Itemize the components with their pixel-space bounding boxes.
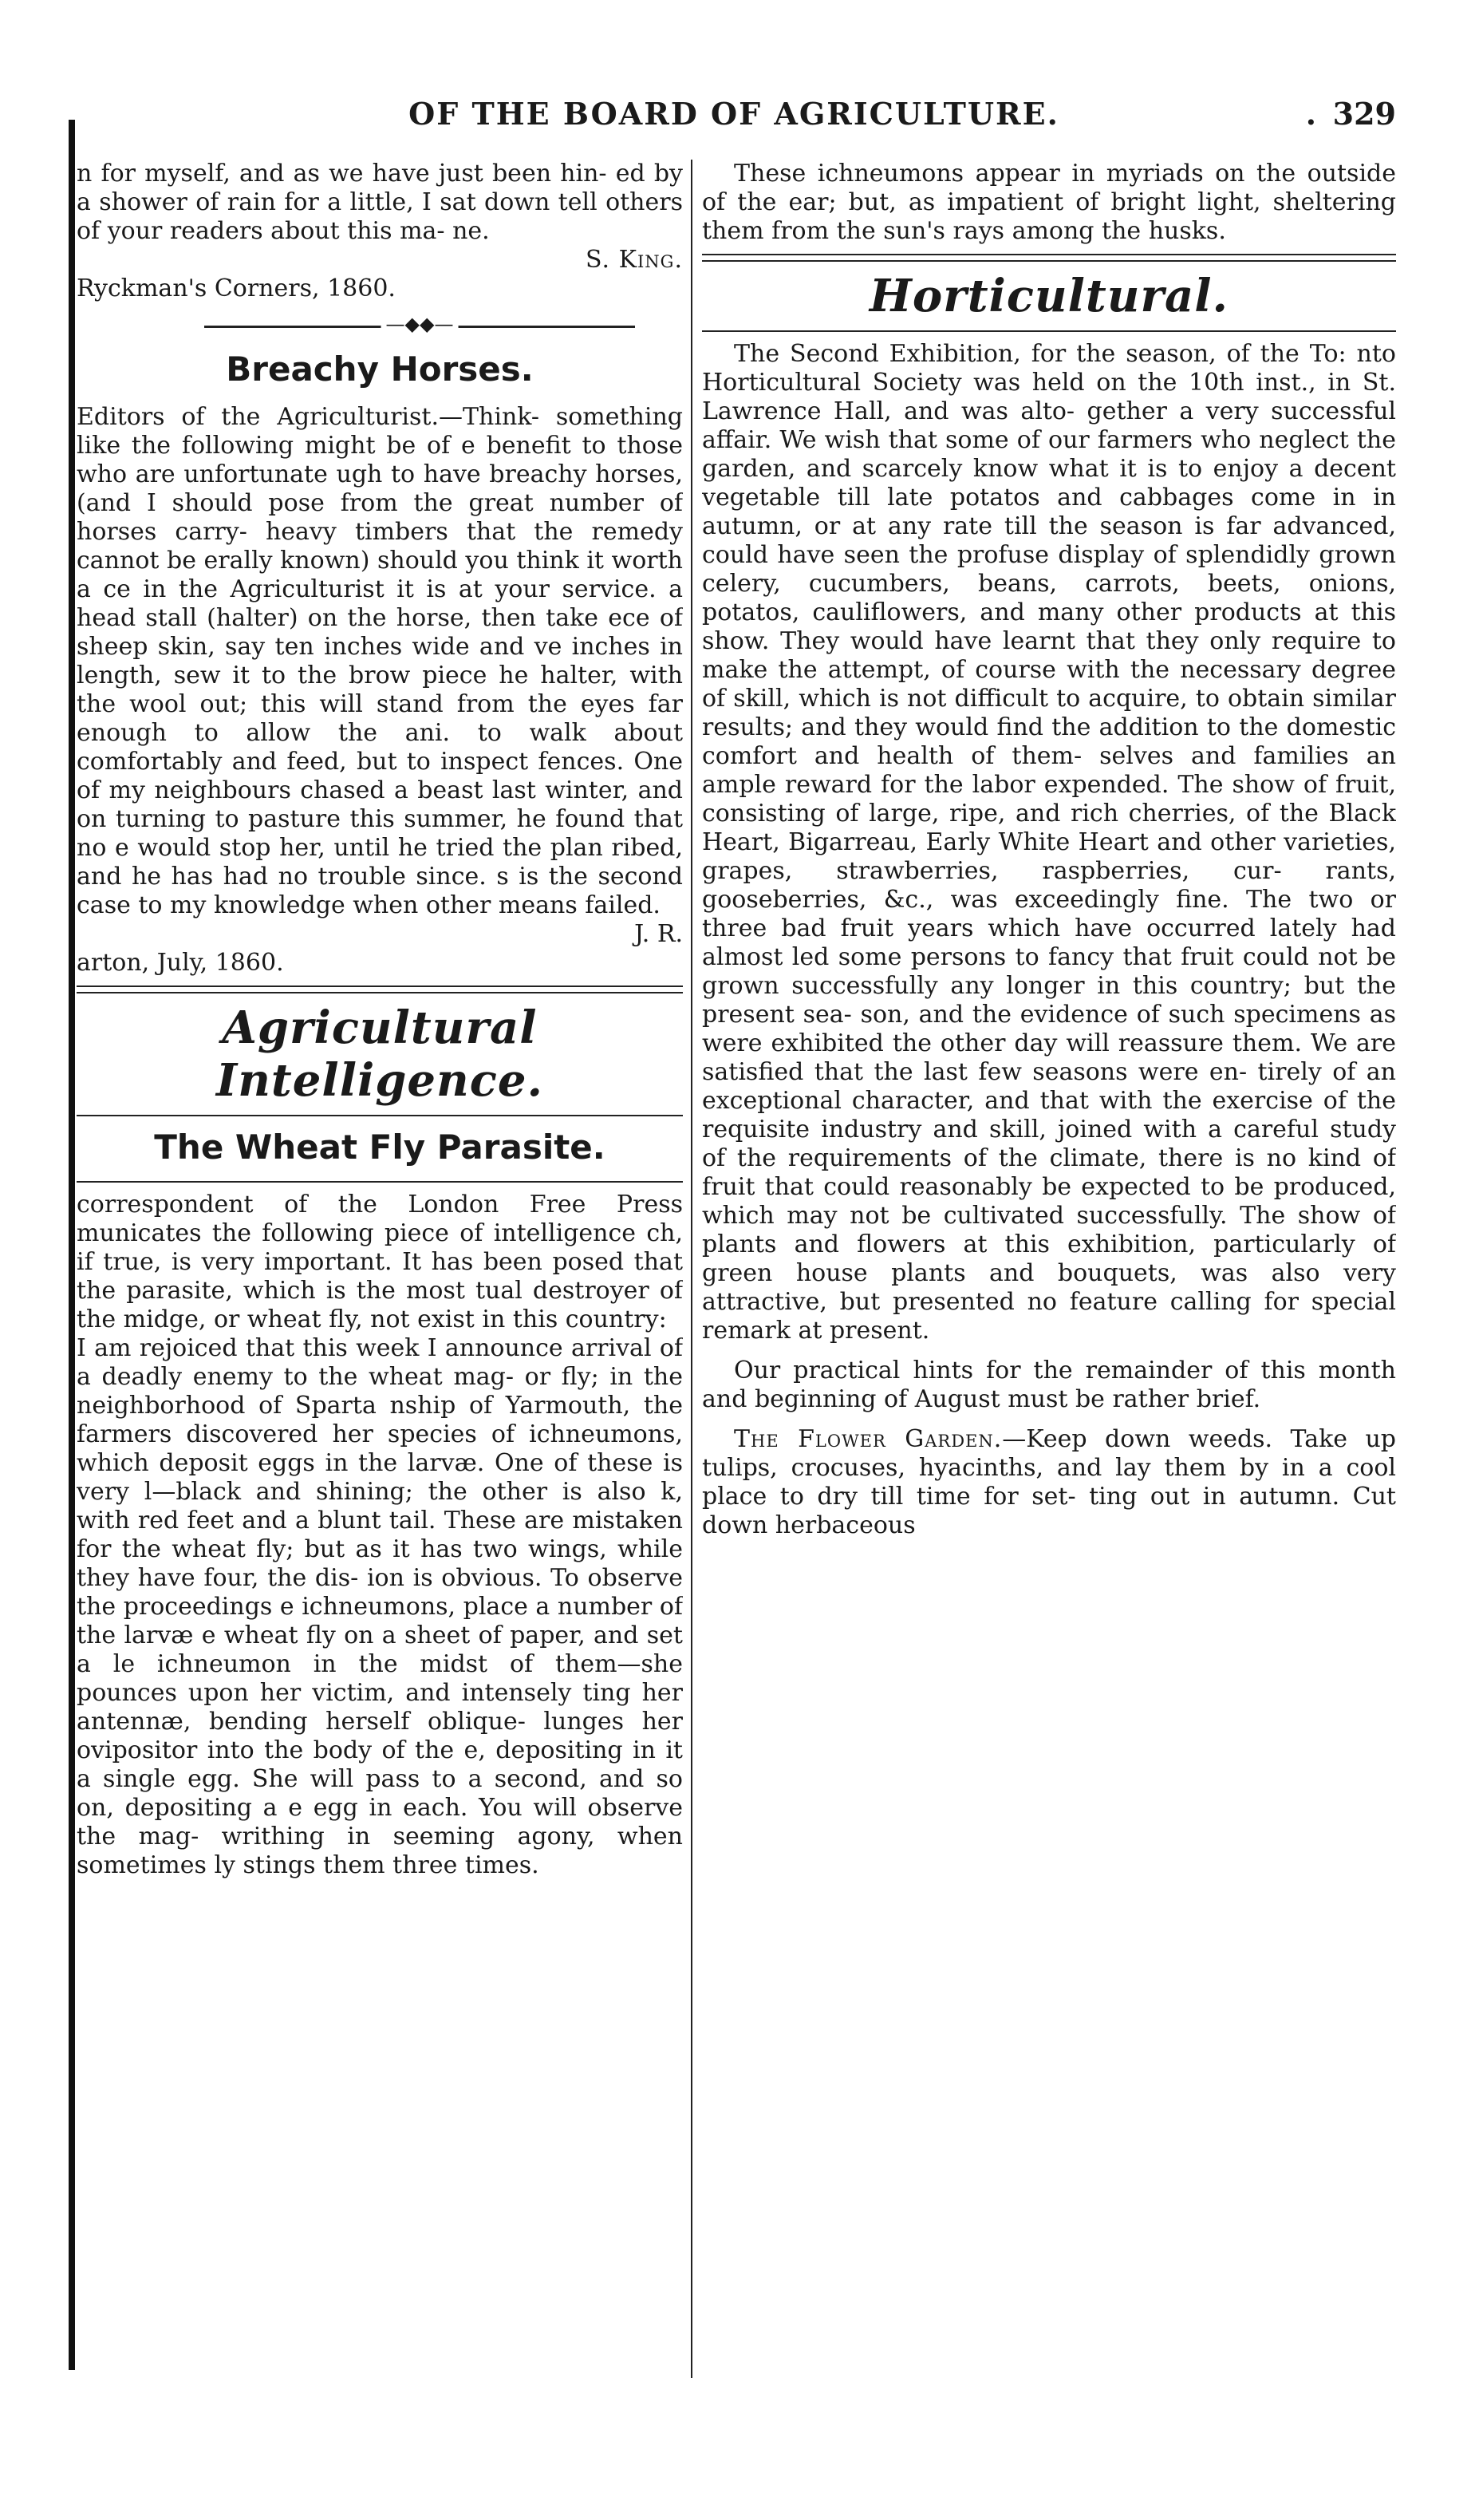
section-rule-bottom (77, 1115, 683, 1116)
horticultural-paragraph-2: Our practical hints for the remainder of this month and beginning of August must be rather brief. (702, 1357, 1396, 1413)
ornament-icon: —◆◆— (381, 314, 459, 334)
flower-garden-lead: The Flower Garden. (734, 1425, 1003, 1453)
intro-place: Ryckman's Corners, 1860. (77, 275, 396, 302)
section-rule-top-right (702, 254, 1396, 262)
article-body-breachy-horses: Editors of the Agriculturist.—Think- something like the following might be of e benefit to those who are unfortunate ugh to have breachy horses, (and I should pose from the great number of horses carry- heavy timbers that the remedy cannot be erally known) should you think it worth a ce in the Agriculturist it is at your service. a head stall (halter) on the horse, then take ece of sheep skin, say ten inches wide and ve inches in length, sew it to the brow piece he halter, with the wool out; this will stand from the eyes far enough to allow the ani. to walk about comfortably and feed, but to inspect fences. One of my neighbours chased a beast last winter, and on turning to pasture this summer, he found that no e would stop her, until he tried the plan ribed, and he has had no trouble since. s is the second case to my knowledge when other means failed. (77, 403, 683, 919)
article-body-wheat-fly-intro: correspondent of the London Free Press municates the following piece of intelligence ch, if true, is very important. It has been posed that the parasite, which is the most tual destroyer of the midge, or wheat fly, not exist in this country: (77, 1191, 683, 1333)
section-title-agricultural-intelligence: Agricultural Intelligence. (216, 1001, 543, 1107)
running-title: OF THE BOARD OF AGRICULTURE. (408, 96, 1059, 132)
ornamental-divider (204, 313, 635, 335)
section-title-horticultural: Horticultural. (869, 270, 1229, 322)
intro-signature-line (77, 246, 683, 275)
column-divider (691, 160, 692, 2378)
section-rule-top (77, 985, 683, 993)
flower-garden-text: —Keep down weeds. Take up tulips, crocuses, hyacinths, and lay them by in a cool place to dry till time for set- ting out in autumn. Cut down herbaceous (702, 1425, 1396, 1539)
right-column (702, 160, 1396, 2386)
article-title-breachy-horses: Breachy Horses. (226, 350, 534, 389)
article-title-wheat-fly: The Wheat Fly Parasite. (154, 1128, 605, 1167)
intro-signature: S. King. (586, 246, 683, 274)
horticultural-paragraph-3 (702, 1425, 1396, 1540)
article-initials: J. R. (634, 920, 683, 948)
article-rule (77, 1181, 683, 1183)
page-header (72, 96, 1396, 144)
left-column (77, 160, 683, 2386)
page-number: 329 (1332, 96, 1396, 132)
section-rule-bottom-right (702, 330, 1396, 332)
left-margin-bar (69, 120, 75, 2370)
horticultural-paragraph-1: The Second Exhibition, for the season, of the To: nto Horticultural Society was held on the 10th inst., in St. Lawrence Hall, and was alto- gether a very successful affair. We wish that some of our farmers who neglect the garden, and scarcely know what it is to enjoy a decent vegetable till late potatos and cabbages come in in autumn, or at any rate till the season is far advanced, could have seen the profuse display of splendidly grown celery, cucumbers, beans, carrots, beets, onions, potatos, cauliflowers, and many other products at this show. They would have learnt that they only require to make the attempt, of course with the necessary degree of skill, which is not difficult to acquire, to obtain similar results; and they would find the addition to the domestic comfort and health of them- selves and families an ample reward for the labor expended. The show of fruit, consisting of large, ripe, and rich cherries, of the Black Heart, Bigarreau, Early White Heart and other varieties, grapes, strawberries, raspberries, cur- rants, gooseberries, &c., was exceedingly fine. The two or three bad fruit years which have occurred lately had almost led some persons to fancy that fruit could not be grown successfully any longer in this country; but the present sea- son, and the evidence of such specimens as were exhibited the other day will reassure them. We are satisfied that the last few seasons were en- tirely of an exceptional character, and that with the exercise of the requisite industry and skill, joined with a careful study of the requirements of the climate, there is no kind of fruit that could reasonably be expected to be produced, which may not be cultivated successfully. The show of plants and flowers at this exhibition, particularly of green house plants and bouquets, was also very attractive, but presented no feature calling for special remark at present. (702, 340, 1396, 1345)
continued-paragraph: These ichneumons appear in myriads on the outside of the ear; but, as impatient of bright light, sheltering them from the sun's rays among the husks. (702, 160, 1396, 245)
intro-paragraph: n for myself, and as we have just been hin- ed by a shower of rain for a little, I sat down tell others of your readers about this ma- ne. (77, 160, 683, 245)
article-signature-line (77, 920, 683, 949)
article-dateline: arton, July, 1860. (77, 949, 284, 977)
article-body-wheat-fly-quote: I am rejoiced that this week I announce arrival of a deadly enemy to the wheat mag- or fly; in the neighborhood of Sparta nship of Yarmouth, the farmers discovered her species of ichneumons, which deposit eggs in the larvæ. One of these is very l—black and shining; the other is also k, with red feet and a blunt tail. These are mistaken for the wheat fly; but as it has two wings, while they have four, the dis- ion is obvious. To observe the proceedings e ichneumons, place a number of the larvæ e wheat fly on a sheet of paper, and set a le ichneumon in the midst of them—she pounces upon her victim, and intensely ting her antennæ, bending herself oblique- lunges her ovipositor into the body of the e, depositing in it a single egg. She will pass to a second, and so on, depositing a e egg in each. You will observe the mag- writhing in seeming agony, when sometimes ly stings them three times. (77, 1334, 683, 1879)
header-dot: . (1305, 96, 1316, 132)
